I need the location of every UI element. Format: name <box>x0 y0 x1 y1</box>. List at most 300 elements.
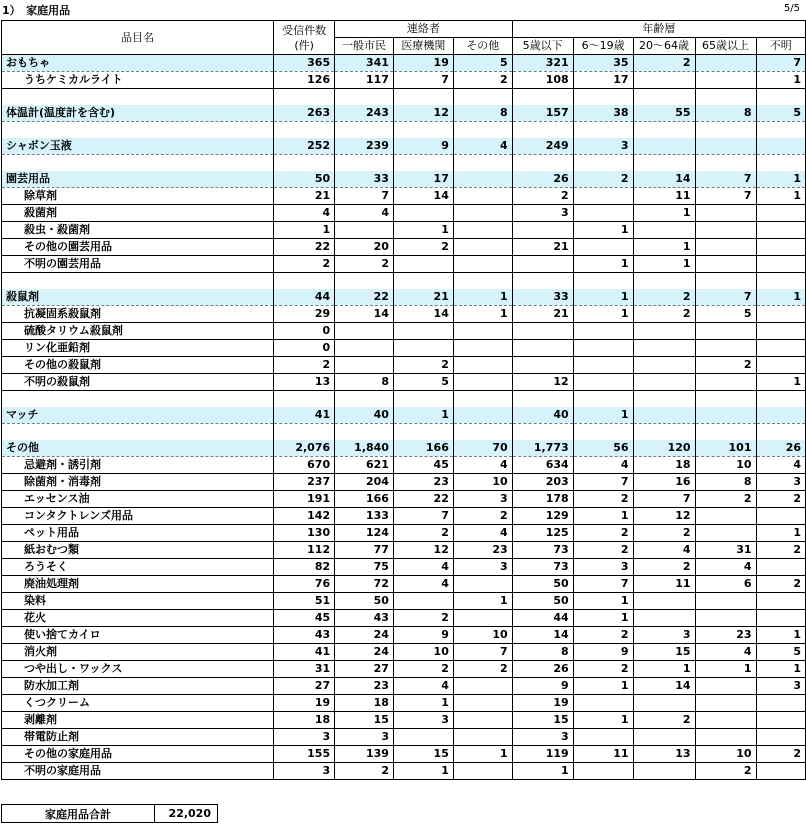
value-cell <box>695 323 756 340</box>
value-cell: 2 <box>453 661 512 678</box>
value-cell: 16 <box>633 474 695 491</box>
value-cell: 19 <box>393 55 453 72</box>
value-cell: 12 <box>393 105 453 122</box>
value-cell <box>453 171 512 188</box>
value-cell <box>453 222 512 239</box>
value-cell <box>335 391 394 408</box>
value-cell <box>756 138 806 155</box>
item-name-cell: くつクリーム <box>2 695 274 712</box>
value-cell: 2 <box>573 525 633 542</box>
value-cell: 1 <box>512 763 573 780</box>
value-cell: 1 <box>393 407 453 424</box>
value-cell: 50 <box>512 593 573 610</box>
value-cell <box>393 122 453 139</box>
value-cell: 2 <box>633 712 695 729</box>
value-cell <box>756 122 806 139</box>
item-name-cell: 不明の家庭用品 <box>2 763 274 780</box>
value-cell: 23 <box>393 474 453 491</box>
value-cell: 108 <box>512 72 573 89</box>
value-cell: 11 <box>633 576 695 593</box>
household-products-table <box>1 20 806 780</box>
value-cell <box>756 256 806 273</box>
value-cell: 31 <box>695 542 756 559</box>
value-cell: 8 <box>695 105 756 122</box>
value-cell: 3 <box>393 712 453 729</box>
value-cell <box>453 239 512 256</box>
value-cell: 72 <box>335 576 394 593</box>
value-cell: 4 <box>393 559 453 576</box>
table-row <box>2 746 806 763</box>
value-cell: 3 <box>335 729 394 746</box>
table-row <box>2 256 806 273</box>
value-cell: 3 <box>756 678 806 695</box>
value-cell: 26 <box>512 171 573 188</box>
value-cell: 5 <box>756 644 806 661</box>
table-row <box>2 644 806 661</box>
value-cell: 1 <box>633 239 695 256</box>
value-cell <box>633 89 695 106</box>
item-name-cell: その他の家庭用品 <box>2 746 274 763</box>
value-cell: 15 <box>393 746 453 763</box>
value-cell: 1 <box>573 508 633 525</box>
value-cell: 2 <box>393 661 453 678</box>
value-cell <box>756 729 806 746</box>
value-cell: 20 <box>335 239 394 256</box>
value-cell <box>512 323 573 340</box>
value-cell: 634 <box>512 457 573 474</box>
value-cell: 203 <box>512 474 573 491</box>
value-cell: 3 <box>633 627 695 644</box>
value-cell <box>633 72 695 89</box>
value-cell: 4 <box>695 644 756 661</box>
value-cell: 3 <box>756 474 806 491</box>
value-cell <box>453 374 512 391</box>
value-cell <box>453 340 512 357</box>
value-cell <box>756 340 806 357</box>
value-cell: 2 <box>573 171 633 188</box>
value-cell: 1 <box>393 222 453 239</box>
value-cell: 1 <box>573 256 633 273</box>
table-row <box>2 239 806 256</box>
value-cell: 9 <box>393 138 453 155</box>
value-cell: 17 <box>573 72 633 89</box>
value-cell: 21 <box>274 188 335 205</box>
value-cell: 1 <box>453 593 512 610</box>
value-cell <box>512 340 573 357</box>
value-cell: 21 <box>512 239 573 256</box>
value-cell: 101 <box>695 440 756 457</box>
value-cell <box>453 678 512 695</box>
value-cell: 1 <box>393 695 453 712</box>
value-cell <box>756 508 806 525</box>
value-cell: 73 <box>512 559 573 576</box>
value-cell: 33 <box>335 171 394 188</box>
value-cell <box>335 424 394 441</box>
value-cell <box>633 273 695 290</box>
value-cell: 41 <box>274 407 335 424</box>
value-cell: 35 <box>573 55 633 72</box>
value-cell <box>453 256 512 273</box>
value-cell <box>695 729 756 746</box>
value-cell <box>453 695 512 712</box>
value-cell <box>573 205 633 222</box>
value-cell <box>633 391 695 408</box>
value-cell: 2 <box>695 357 756 374</box>
value-cell: 15 <box>633 644 695 661</box>
value-cell: 2 <box>573 491 633 508</box>
value-cell: 191 <box>274 491 335 508</box>
value-cell <box>453 610 512 627</box>
value-cell <box>453 357 512 374</box>
table-row <box>2 357 806 374</box>
item-name-cell: リン化亜鉛剤 <box>2 340 274 357</box>
item-name-cell: 廃油処理剤 <box>2 576 274 593</box>
value-cell: 27 <box>274 678 335 695</box>
value-cell: 4 <box>633 542 695 559</box>
value-cell <box>512 391 573 408</box>
value-cell: 120 <box>633 440 695 457</box>
value-cell <box>512 155 573 172</box>
value-cell: 23 <box>695 627 756 644</box>
value-cell: 7 <box>393 72 453 89</box>
value-cell <box>633 610 695 627</box>
value-cell <box>695 712 756 729</box>
value-cell <box>695 610 756 627</box>
category-row <box>2 440 806 457</box>
value-cell <box>453 205 512 222</box>
value-cell: 4 <box>756 457 806 474</box>
spacer-row <box>2 391 806 408</box>
value-cell <box>453 155 512 172</box>
item-name-cell: マッチ <box>2 407 274 424</box>
value-cell: 7 <box>573 474 633 491</box>
value-cell: 24 <box>335 644 394 661</box>
item-name-cell: 忌避剤・誘引剤 <box>2 457 274 474</box>
value-cell <box>695 55 756 72</box>
value-cell: 2 <box>335 256 394 273</box>
value-cell: 14 <box>393 188 453 205</box>
value-cell: 1 <box>573 678 633 695</box>
item-name-cell: 染料 <box>2 593 274 610</box>
value-cell: 3 <box>274 763 335 780</box>
category-row <box>2 289 806 306</box>
value-cell: 2 <box>756 542 806 559</box>
header-age-under5: 5歳以下 <box>512 38 573 55</box>
value-cell <box>453 407 512 424</box>
value-cell: 1 <box>756 289 806 306</box>
item-name-cell: つや出し・ワックス <box>2 661 274 678</box>
table-row <box>2 576 806 593</box>
item-name-cell: 殺菌剤 <box>2 205 274 222</box>
value-cell: 1 <box>756 525 806 542</box>
value-cell: 670 <box>274 457 335 474</box>
value-cell: 1 <box>756 72 806 89</box>
value-cell: 55 <box>633 105 695 122</box>
value-cell <box>695 593 756 610</box>
value-cell <box>573 424 633 441</box>
value-cell: 263 <box>274 105 335 122</box>
spacer-row <box>2 273 806 290</box>
value-cell <box>274 122 335 139</box>
value-cell: 3 <box>453 491 512 508</box>
value-cell: 1 <box>453 289 512 306</box>
value-cell: 41 <box>274 644 335 661</box>
value-cell: 7 <box>695 289 756 306</box>
value-cell: 2 <box>453 72 512 89</box>
table-row <box>2 508 806 525</box>
item-name-cell: 防水加工剤 <box>2 678 274 695</box>
value-cell: 10 <box>453 627 512 644</box>
value-cell: 10 <box>453 474 512 491</box>
value-cell: 4 <box>453 138 512 155</box>
table-row <box>2 457 806 474</box>
value-cell: 0 <box>274 323 335 340</box>
value-cell: 126 <box>274 72 335 89</box>
value-cell <box>512 222 573 239</box>
value-cell <box>453 273 512 290</box>
table-row <box>2 323 806 340</box>
item-name-cell <box>2 424 274 441</box>
value-cell <box>453 89 512 106</box>
value-cell: 166 <box>335 491 394 508</box>
value-cell: 155 <box>274 746 335 763</box>
table-row <box>2 491 806 508</box>
value-cell <box>633 695 695 712</box>
value-cell: 1 <box>573 610 633 627</box>
value-cell <box>335 323 394 340</box>
value-cell: 5 <box>453 55 512 72</box>
value-cell: 2 <box>695 491 756 508</box>
value-cell <box>633 357 695 374</box>
value-cell: 10 <box>695 746 756 763</box>
value-cell: 2 <box>633 559 695 576</box>
category-row <box>2 55 806 72</box>
table-row <box>2 627 806 644</box>
value-cell: 3 <box>453 559 512 576</box>
header-medical: 医療機関 <box>393 38 453 55</box>
value-cell <box>393 273 453 290</box>
value-cell <box>453 763 512 780</box>
value-cell: 1 <box>756 627 806 644</box>
value-cell: 44 <box>512 610 573 627</box>
value-cell <box>274 391 335 408</box>
value-cell: 1 <box>756 661 806 678</box>
value-cell <box>756 306 806 323</box>
value-cell <box>573 374 633 391</box>
item-name-cell: エッセンス油 <box>2 491 274 508</box>
value-cell <box>512 122 573 139</box>
value-cell: 18 <box>274 712 335 729</box>
value-cell: 1 <box>573 712 633 729</box>
value-cell: 21 <box>393 289 453 306</box>
table-row <box>2 542 806 559</box>
value-cell: 12 <box>633 508 695 525</box>
value-cell <box>633 323 695 340</box>
table-row <box>2 593 806 610</box>
value-cell: 9 <box>393 627 453 644</box>
value-cell <box>695 424 756 441</box>
value-cell: 1 <box>573 289 633 306</box>
value-cell: 2 <box>573 627 633 644</box>
value-cell <box>573 155 633 172</box>
value-cell: 129 <box>512 508 573 525</box>
value-cell <box>633 122 695 139</box>
value-cell: 4 <box>453 525 512 542</box>
value-cell: 4 <box>453 457 512 474</box>
value-cell: 112 <box>274 542 335 559</box>
value-cell <box>633 424 695 441</box>
value-cell: 8 <box>695 474 756 491</box>
value-cell <box>453 729 512 746</box>
value-cell <box>453 122 512 139</box>
category-row <box>2 171 806 188</box>
value-cell <box>573 89 633 106</box>
item-name-cell: その他の殺鼠剤 <box>2 357 274 374</box>
table-row <box>2 222 806 239</box>
value-cell: 3 <box>274 729 335 746</box>
value-cell: 45 <box>274 610 335 627</box>
value-cell: 18 <box>633 457 695 474</box>
value-cell: 75 <box>335 559 394 576</box>
table-body <box>2 55 806 780</box>
category-row <box>2 407 806 424</box>
value-cell: 1 <box>573 306 633 323</box>
value-cell <box>695 340 756 357</box>
value-cell: 51 <box>274 593 335 610</box>
value-cell: 157 <box>512 105 573 122</box>
value-cell <box>695 72 756 89</box>
value-cell: 12 <box>512 374 573 391</box>
value-cell: 11 <box>573 746 633 763</box>
value-cell: 7 <box>393 508 453 525</box>
value-cell: 2 <box>512 188 573 205</box>
value-cell: 19 <box>512 695 573 712</box>
value-cell: 10 <box>695 457 756 474</box>
table-row <box>2 661 806 678</box>
value-cell <box>695 525 756 542</box>
value-cell: 1,773 <box>512 440 573 457</box>
value-cell: 29 <box>274 306 335 323</box>
value-cell: 239 <box>335 138 394 155</box>
value-cell: 2 <box>633 525 695 542</box>
value-cell: 1 <box>274 222 335 239</box>
header-contact: 連絡者 <box>335 21 513 38</box>
item-name-cell: 紙おむつ類 <box>2 542 274 559</box>
value-cell: 1 <box>633 256 695 273</box>
value-cell <box>695 407 756 424</box>
value-cell: 243 <box>335 105 394 122</box>
value-cell: 1 <box>453 746 512 763</box>
value-cell <box>756 407 806 424</box>
value-cell <box>695 155 756 172</box>
spacer-row <box>2 424 806 441</box>
value-cell: 31 <box>274 661 335 678</box>
value-cell: 40 <box>335 407 394 424</box>
value-cell: 2 <box>335 763 394 780</box>
value-cell: 14 <box>335 306 394 323</box>
section-title: 1） 家庭用品 <box>2 4 71 17</box>
value-cell: 1 <box>756 188 806 205</box>
value-cell <box>453 391 512 408</box>
page-number: 5/5 <box>783 3 800 14</box>
table-row <box>2 306 806 323</box>
value-cell: 10 <box>393 644 453 661</box>
value-cell: 2 <box>633 289 695 306</box>
value-cell: 2 <box>756 576 806 593</box>
item-name-cell: 除菌剤・消毒剤 <box>2 474 274 491</box>
value-cell: 26 <box>512 661 573 678</box>
value-cell: 24 <box>335 627 394 644</box>
value-cell: 8 <box>453 105 512 122</box>
value-cell <box>453 188 512 205</box>
header-age: 年齢層 <box>512 21 805 38</box>
value-cell <box>695 273 756 290</box>
value-cell: 1 <box>633 205 695 222</box>
value-cell: 178 <box>512 491 573 508</box>
value-cell <box>633 222 695 239</box>
header-count: 受信件数(件) <box>274 21 335 55</box>
value-cell: 50 <box>512 576 573 593</box>
value-cell <box>573 729 633 746</box>
total-value: 22,020 <box>155 805 218 823</box>
item-name-cell: 体温計(温度計を含む) <box>2 105 274 122</box>
table-row <box>2 695 806 712</box>
item-name-cell: シャボン玉液 <box>2 138 274 155</box>
value-cell <box>274 273 335 290</box>
value-cell: 22 <box>393 491 453 508</box>
value-cell <box>756 610 806 627</box>
value-cell <box>756 695 806 712</box>
value-cell: 50 <box>274 171 335 188</box>
table-row <box>2 610 806 627</box>
value-cell: 7 <box>695 188 756 205</box>
value-cell: 1 <box>573 222 633 239</box>
value-cell: 12 <box>393 542 453 559</box>
value-cell <box>393 256 453 273</box>
value-cell <box>633 138 695 155</box>
value-cell <box>573 323 633 340</box>
item-name-cell: 使い捨てカイロ <box>2 627 274 644</box>
item-name-cell <box>2 273 274 290</box>
value-cell: 2 <box>633 306 695 323</box>
value-cell: 3 <box>512 205 573 222</box>
value-cell: 7 <box>335 188 394 205</box>
item-name-cell: ろうそく <box>2 559 274 576</box>
item-name-cell: 剥離剤 <box>2 712 274 729</box>
value-cell <box>393 391 453 408</box>
value-cell <box>756 239 806 256</box>
value-cell <box>756 222 806 239</box>
table-row <box>2 374 806 391</box>
value-cell: 2 <box>274 357 335 374</box>
value-cell <box>573 357 633 374</box>
item-name-cell: 抗凝固系殺鼠剤 <box>2 306 274 323</box>
value-cell: 22 <box>274 239 335 256</box>
value-cell: 2 <box>573 542 633 559</box>
value-cell: 3 <box>573 559 633 576</box>
value-cell: 50 <box>335 593 394 610</box>
value-cell: 237 <box>274 474 335 491</box>
value-cell: 73 <box>512 542 573 559</box>
value-cell <box>695 678 756 695</box>
value-cell <box>573 391 633 408</box>
spacer-row <box>2 155 806 172</box>
value-cell <box>393 729 453 746</box>
value-cell: 18 <box>335 695 394 712</box>
value-cell: 13 <box>274 374 335 391</box>
value-cell: 7 <box>695 171 756 188</box>
value-cell <box>756 273 806 290</box>
